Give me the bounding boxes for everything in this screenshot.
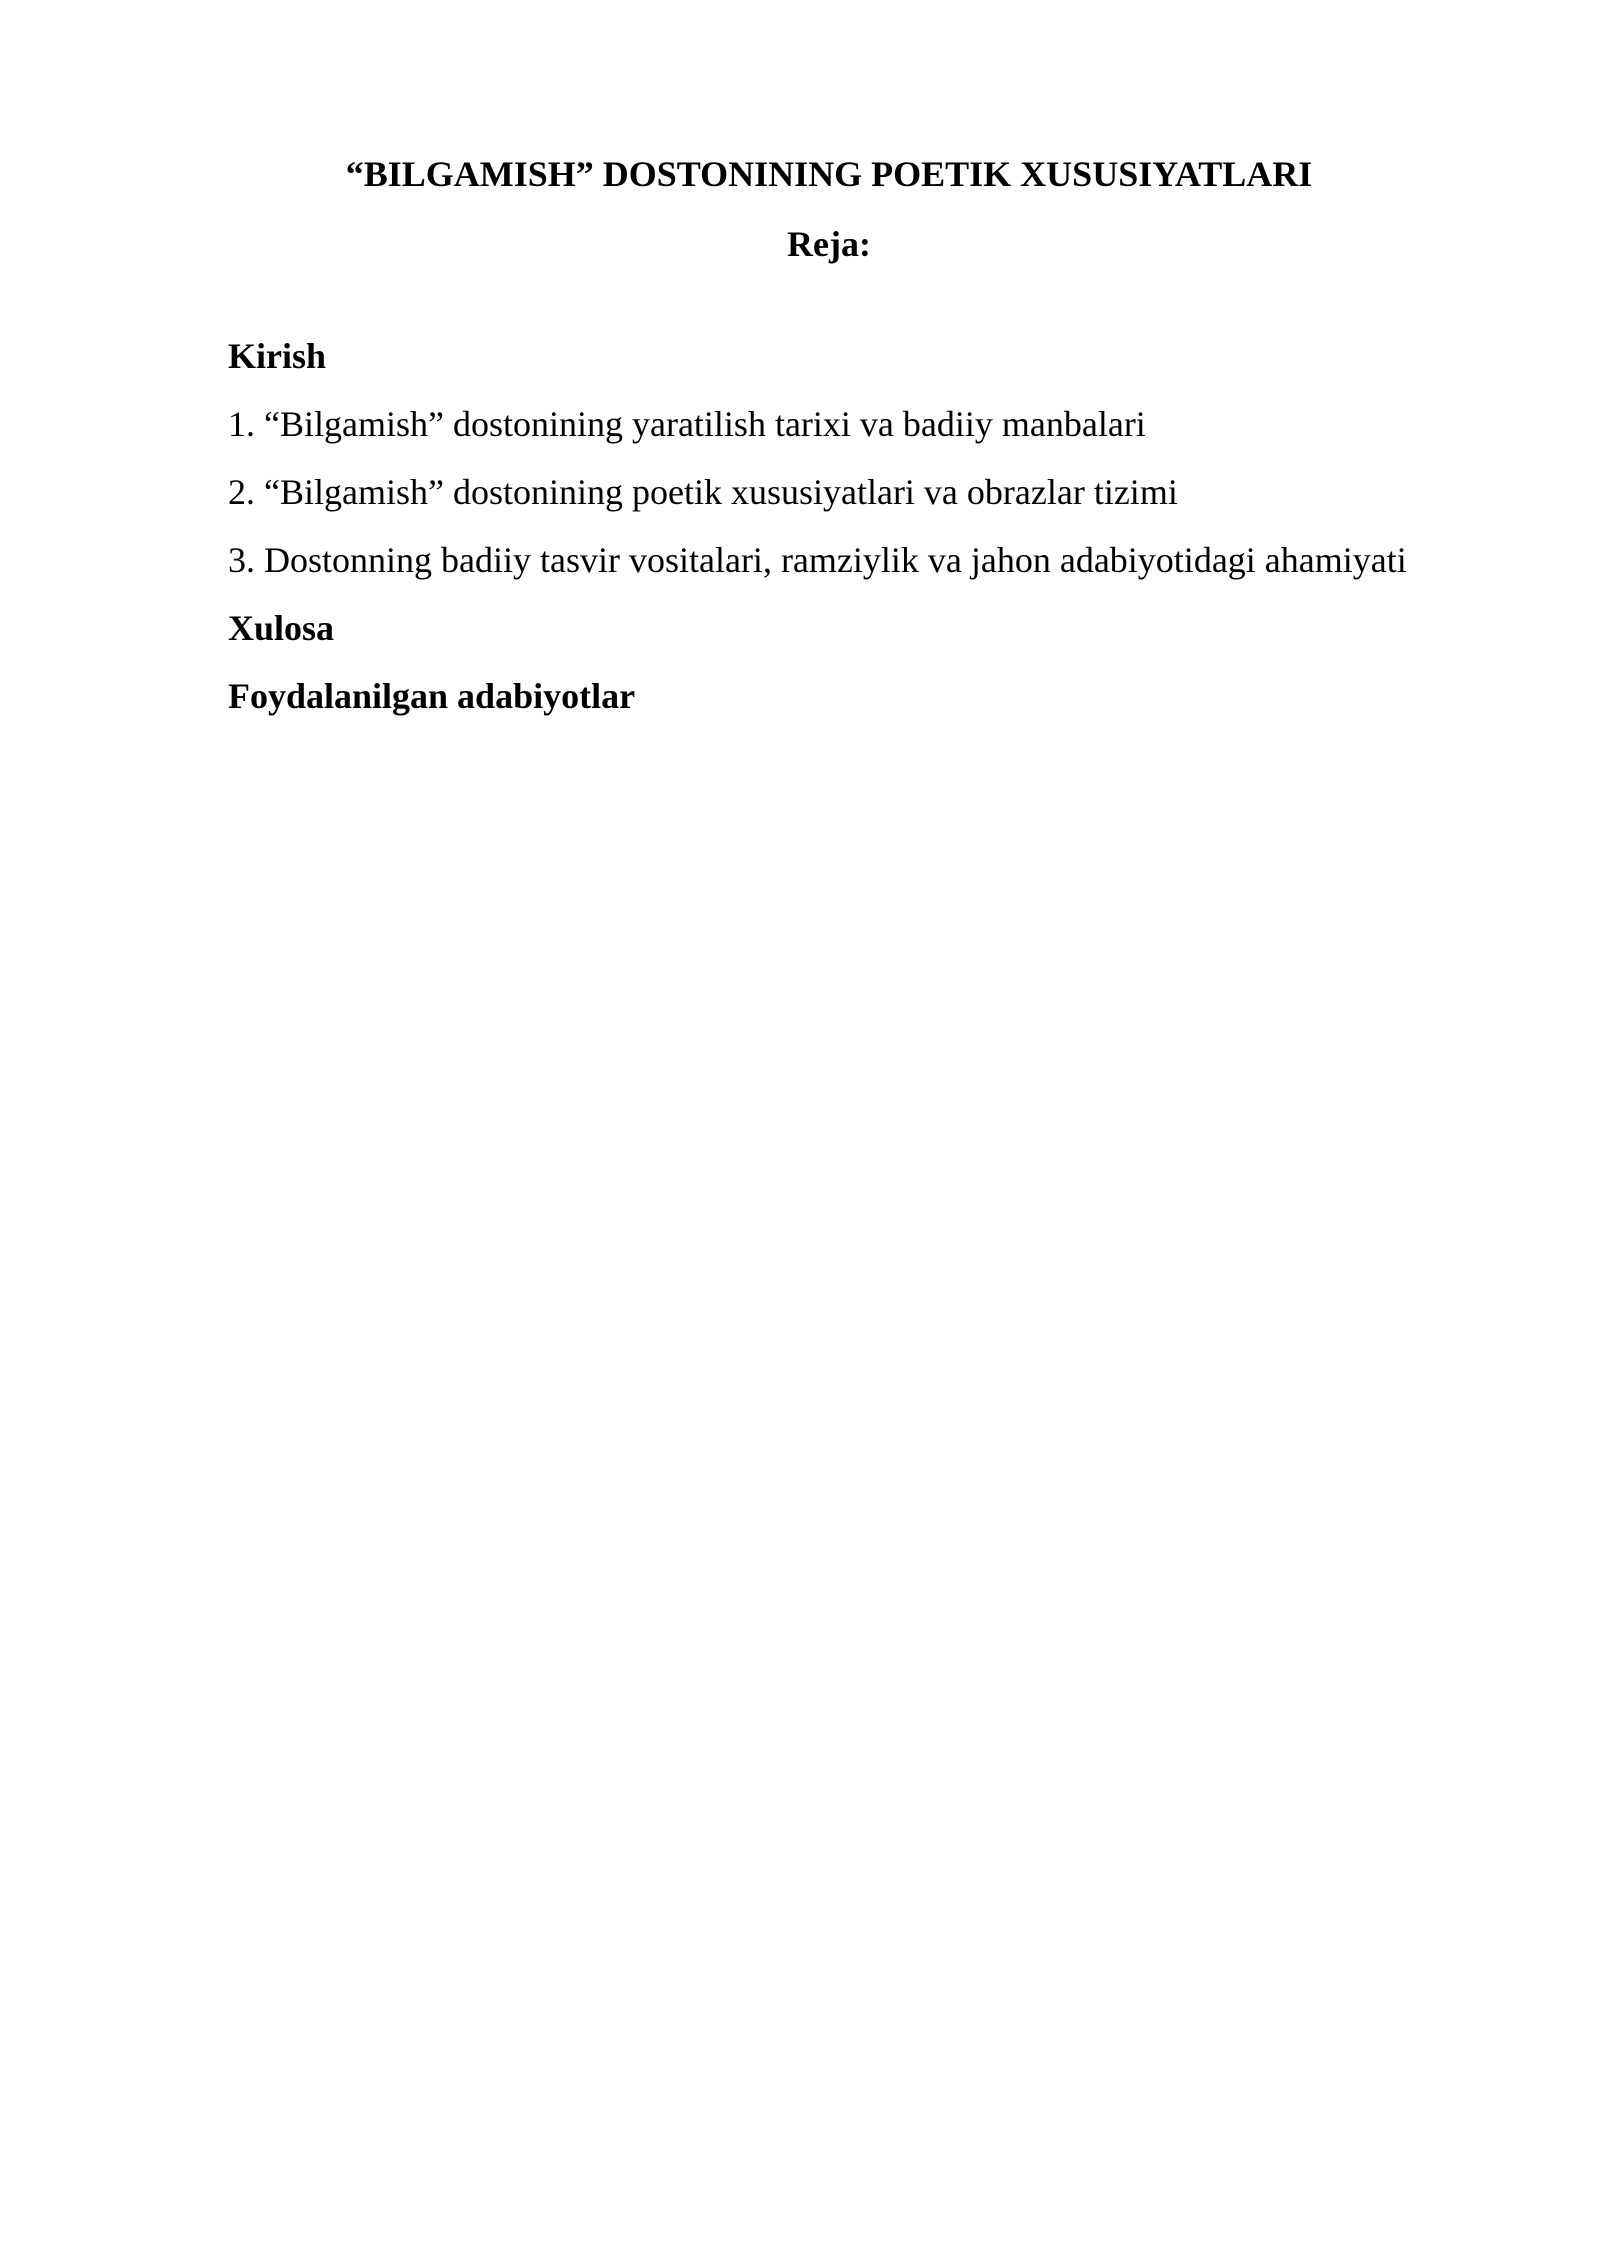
plan-item-introduction: Kirish [228,336,327,376]
plan-item-3: 3. Dostonning badiiy tasvir vositalari, ramziylik va jahon adabiyotidagi ahamiyati [228,540,1407,580]
plan-item-references: Foydalanilgan adabiyotlar [228,676,636,716]
plan-item-conclusion: Xulosa [228,608,335,648]
plan-heading: Reja: [787,224,871,264]
plan-item-1: 1. “Bilgamish” dostonining yaratilish tarixi va badiiy manbalari [228,404,1146,444]
plan-item-2: 2. “Bilgamish” dostonining poetik xususiyatlari va obrazlar tizimi [228,472,1178,512]
plan-list [228,334,1407,742]
document-title: “BILGAMISH” DOSTONINING POETIK XUSUSIYATLARI [345,154,1313,194]
